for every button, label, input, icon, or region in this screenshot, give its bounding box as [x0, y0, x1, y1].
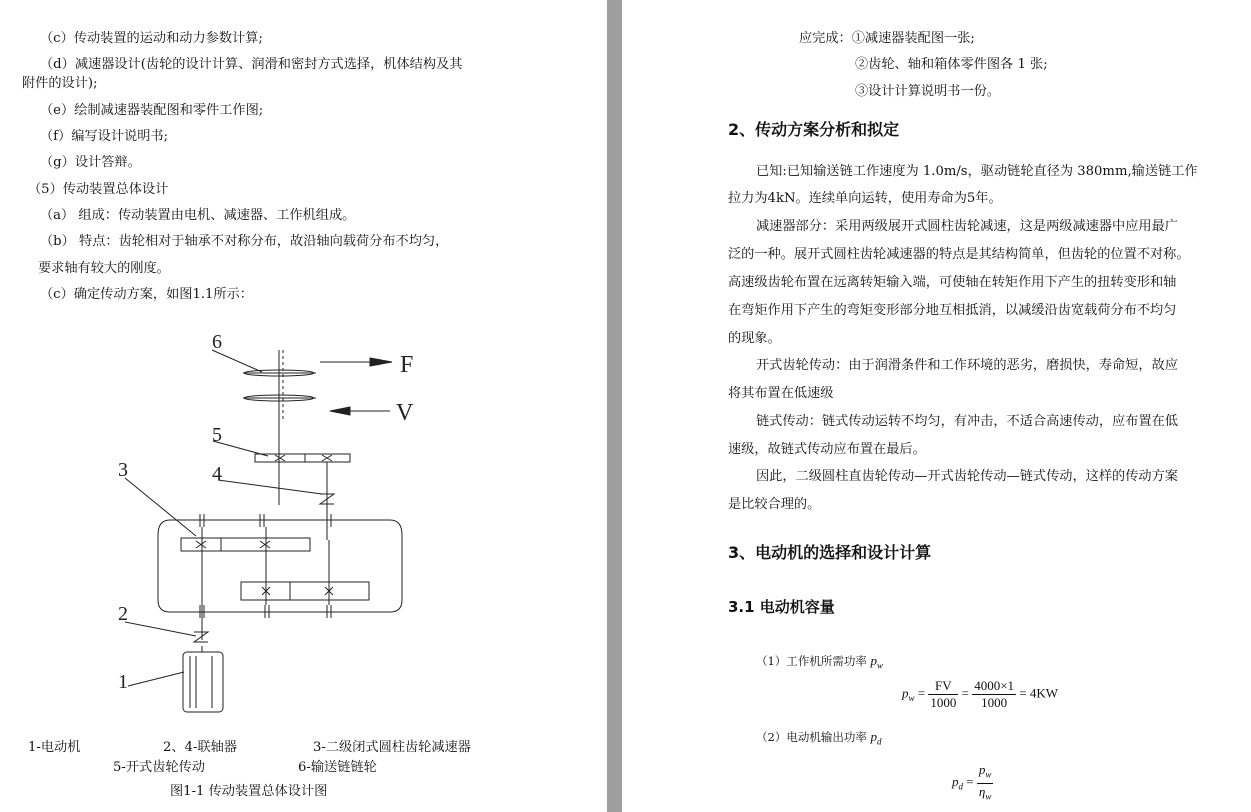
text-line: （g）设计答辩。 — [40, 155, 141, 170]
text-line: （b） 特点：齿轮相对于轴承不对称分布，故沿轴向载荷分布不均匀， — [40, 234, 449, 249]
eq-lhs-sub: d — [958, 781, 963, 792]
paragraph-line: 泛的一种。展开式圆柱齿轮减速器的特点是其结构简单，但齿轮的位置不对称。 — [728, 247, 1190, 262]
legend-item: 2、4-联轴器 — [163, 740, 237, 755]
paragraph-line: 开式齿轮传动：由于润滑条件和工作环境的恶劣，磨损快，寿命短，故应 — [756, 358, 1178, 373]
text-line: （f）编写设计说明书; — [40, 129, 169, 144]
label-1: 1 — [118, 671, 128, 693]
paragraph-line: 因此，二级圆柱直齿轮传动—开式齿轮传动—链式传动，这样的传动方案 — [756, 469, 1178, 484]
eq-lhs-sub: w — [908, 693, 915, 704]
text-line: ②齿轮、轴和箱体零件图各 1 张; — [855, 57, 1048, 72]
document-page-right — [622, 0, 1251, 812]
symbol: p — [870, 653, 877, 668]
legend-item: 1-电动机 — [28, 740, 81, 755]
text-line: 要求轴有较大的刚度。 — [38, 261, 170, 276]
figure-caption: 图1-1 传动装置总体设计图 — [170, 784, 328, 799]
formula-item-label — [756, 729, 881, 747]
paragraph-line: 是比较合理的。 — [728, 497, 821, 512]
text-line: 附件的设计); — [22, 76, 98, 91]
paragraph-line: 的现象。 — [728, 331, 781, 346]
label-4: 4 — [212, 463, 222, 485]
legend-item: 6-输送链链轮 — [298, 760, 377, 775]
paragraph-line: 在弯矩作用下产生的弯矩变形部分地互相抵消，以减缓沿齿宽载荷分布不均匀 — [728, 303, 1177, 318]
eq-lhs: p — [952, 774, 959, 790]
label-V: V — [396, 400, 414, 426]
subsection-heading: 3.1 电动机容量 — [728, 598, 835, 616]
item-text: （1）工作机所需功率 — [756, 654, 867, 668]
formula-item-label — [756, 653, 883, 671]
text-line: （a） 组成：传动装置由电机、减速器、工作机组成。 — [40, 208, 356, 223]
legend-item: 3-二级闭式圆柱齿轮减速器 — [313, 740, 471, 755]
equation-pw: $p_w$ = $\frac{FV}{1000}$ = $\frac{4000\times 1}{1000}$ = 4KW — [902, 678, 1059, 710]
text-line: （c）传动装置的运动和动力参数计算; — [40, 31, 263, 46]
item-text: （2）电动机输出功率 — [756, 730, 867, 744]
text-line: ③设计计算说明书一份。 — [855, 84, 1001, 99]
legend-item: 5-开式齿轮传动 — [113, 760, 205, 775]
paragraph-line: 将其布置在低速级 — [728, 386, 834, 401]
label-F: F — [400, 352, 414, 378]
symbol-sub: d — [876, 736, 882, 747]
symbol-sub: w — [876, 660, 883, 671]
section-heading: 2、传动方案分析和拟定 — [728, 120, 900, 139]
eq-den: η — [978, 783, 986, 799]
label-6: 6 — [212, 331, 222, 353]
text-line: （5）传动装置总体设计 — [28, 182, 169, 197]
text-line: （e）绘制减速器装配图和零件工作图; — [40, 103, 264, 118]
symbol: p — [870, 729, 877, 744]
label-3: 3 — [118, 459, 128, 481]
text-line: （c）确定传动方案，如图1.1所示： — [40, 287, 253, 302]
eq-num: 4000×1 — [974, 678, 1015, 693]
text-line: 应完成：①减速器装配图一张; — [799, 31, 975, 46]
paragraph-line: 链式传动：链式传动运转不均匀，有冲击，不适合高速传动，应布置在低 — [756, 414, 1178, 429]
transmission-diagram — [0, 320, 607, 730]
paragraph-line: 已知:已知输送链工作速度为 1.0m/s，驱动链轮直径为 380mm,输送链工作 — [756, 164, 1198, 179]
document-page-left — [0, 0, 607, 812]
paragraph-line: 减速器部分：采用两级展开式圆柱齿轮减速，这是两级减速器中应用最广 — [756, 219, 1178, 234]
eq-den: 1000 — [930, 695, 957, 710]
eq-num: p — [978, 762, 986, 777]
paragraph-line: 高速级齿轮布置在远离转矩输入端，可使轴在转矩作用下产生的扭转变形和轴 — [728, 275, 1177, 290]
eq-num-sub: w — [985, 769, 992, 780]
eq-den-sub: w — [985, 791, 992, 802]
eq-lhs: p — [902, 685, 909, 701]
label-2: 2 — [118, 603, 128, 625]
paragraph-line: 速级，故链式传动应布置在最后。 — [728, 442, 926, 457]
label-5: 5 — [212, 424, 222, 446]
eq-result: = 4KW — [1019, 685, 1059, 701]
equation-pd: $p_d$ = $\frac{p_w}{\eta_w}$ — [952, 762, 992, 802]
text-line: （d）减速器设计(齿轮的设计计算、润滑和密封方式选择，机体结构及其 — [40, 57, 463, 72]
eq-num: FV — [928, 678, 958, 695]
section-heading: 3、电动机的选择和设计计算 — [728, 543, 932, 562]
paragraph-line: 拉力为4kN。连续单向运转，使用寿命为5年。 — [728, 191, 1002, 206]
eq-den: 1000 — [981, 695, 1008, 710]
